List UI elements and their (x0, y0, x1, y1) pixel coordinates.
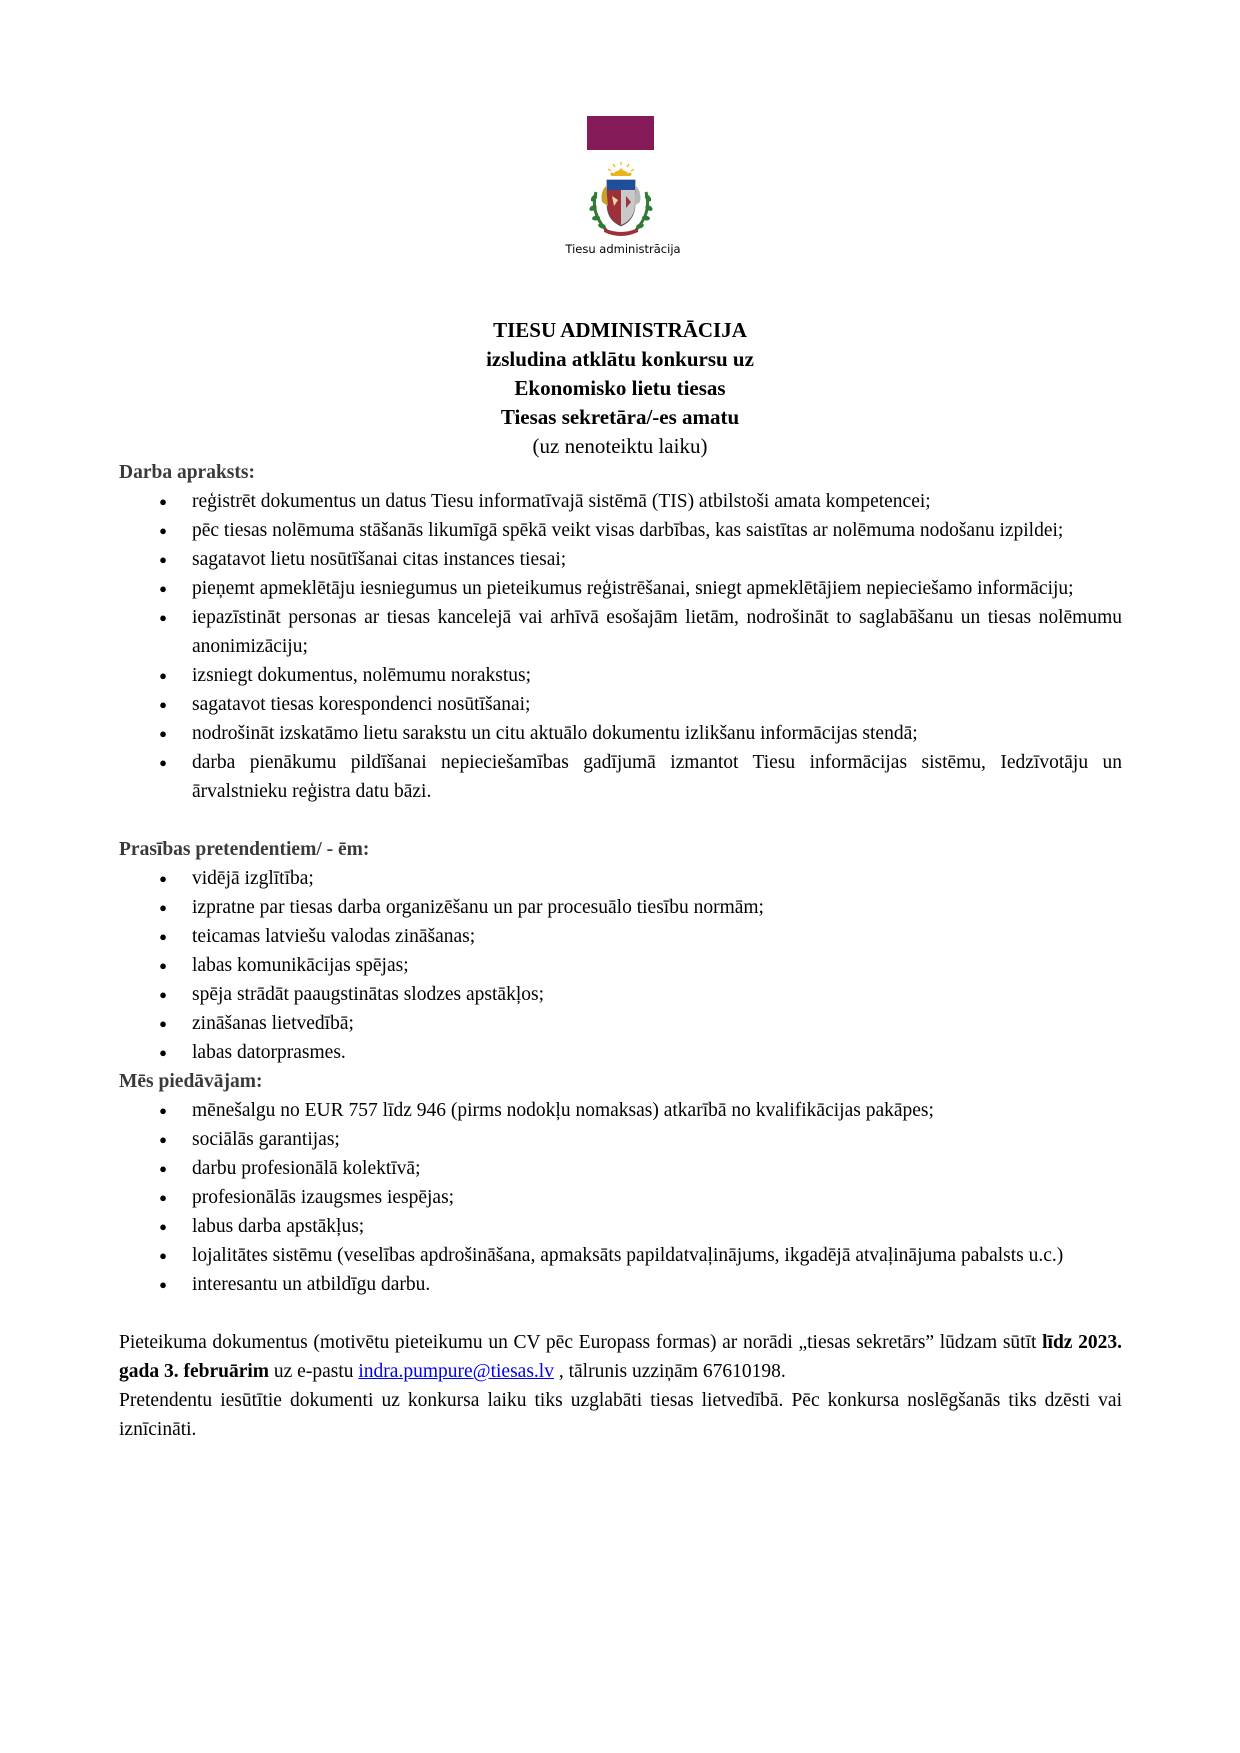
coat-of-arms-icon (582, 162, 660, 240)
email-link[interactable]: indra.pumpure@tiesas.lv (358, 1361, 554, 1382)
list-item: ● nodrošināt izskatāmo lietu sarakstu un citu aktuālo dokumentu izlikšanu informācijas stendā; (119, 719, 1122, 748)
list-item: ● profesionālās izaugsmes iespējas; (119, 1183, 1122, 1212)
list-item: ● mēnešalgu no EUR 757 līdz 946 (pirms nodokļu nomaksas) atkarībā no kvalifikācijas pakāpes; (119, 1096, 1122, 1125)
bullet-icon: ● (159, 1016, 167, 1031)
application-deadline: līdz 2023. gada 3. februārim (119, 1332, 1122, 1382)
list-item: ● izpratne par tiesas darba organizēšanu un par procesuālo tiesību normām; (119, 893, 1122, 922)
bullet-icon: ● (159, 1161, 167, 1176)
bullet-icon: ● (159, 697, 167, 712)
list-item: ● darbu profesionālā kolektīvā; (119, 1154, 1122, 1183)
list-item: ● reģistrēt dokumentus un datus Tiesu informatīvajā sistēmā (TIS) atbilstoši amata kompetencei; (119, 487, 1122, 516)
bullet-icon: ● (159, 1103, 167, 1118)
list-item: ● teicamas latviešu valodas zināšanas; (119, 922, 1122, 951)
title-line-term: (uz nenoteiktu laiku) (532, 434, 708, 458)
list-item: ● interesantu un atbildīgu darbu. (119, 1270, 1122, 1299)
brand-color-bar (587, 116, 654, 150)
list-item: ● labas datorprasmes. (119, 1038, 1122, 1067)
list-item: ● sociālās garantijas; (119, 1125, 1122, 1154)
document-retention-note: Pretendentu iesūtītie dokumenti uz konkursa laiku tiks uzglabāti tiesas lietvedībā. Pēc konkursa noslēgšanās tiks dzēsti vai iznīcināti. (119, 1390, 1122, 1440)
bullet-icon: ● (159, 726, 167, 741)
logo-caption: Tiesu administrācija (565, 242, 681, 256)
bullet-icon: ● (159, 552, 167, 567)
bullet-icon: ● (159, 610, 167, 625)
list-item: ● pēc tiesas nolēmuma stāšanās likumīgā spēkā veikt visas darbības, kas saistītas ar nolēmuma nodošanu izpildei; (119, 516, 1122, 545)
application-paragraph: Pieteikuma dokumentus (motivētu pieteikumu un CV pēc Europass formas) ar norādi „tiesas sekretārs” lūdzam sūtīt līdz 2023. gada 3. februārim uz e-pastu indra.pumpure@tiesas.lv , tālrunis uzziņām 67610198. (119, 1332, 1122, 1382)
requirements-list (119, 864, 1122, 1067)
list-item: ● pieņemt apmeklētāju iesniegumus un pieteikumus reģistrēšanai, sniegt apmeklētājiem nepieciešamo informāciju; (119, 574, 1122, 603)
title-line-court: Ekonomisko lietu tiesas (514, 376, 726, 400)
bullet-icon: ● (159, 581, 167, 596)
announcement-title (0, 316, 1240, 461)
list-item: ● izsniegt dokumentus, nolēmumu norakstus; (119, 661, 1122, 690)
list-item: ● lojalitātes sistēmu (veselības apdrošināšana, apmaksāts papildatvaļinājums, ikgadējā atvaļinājuma pabalsts u.c.) (119, 1241, 1122, 1270)
bullet-icon: ● (159, 958, 167, 973)
document-body (119, 458, 1122, 1444)
bullet-icon: ● (159, 1248, 167, 1263)
title-line-announces: izsludina atklātu konkursu uz (486, 347, 754, 371)
requirements-heading: Prasības pretendentiem/ - ēm: (119, 839, 370, 860)
bullet-icon: ● (159, 900, 167, 915)
duties-list (119, 487, 1122, 806)
list-item: ● sagatavot lietu nosūtīšanai citas instances tiesai; (119, 545, 1122, 574)
offer-heading: Mēs piedāvājam: (119, 1071, 263, 1092)
list-item: ● spēja strādāt paaugstinātas slodzes apstākļos; (119, 980, 1122, 1009)
list-item: ● labus darba apstākļus; (119, 1212, 1122, 1241)
bullet-icon: ● (159, 1045, 167, 1060)
bullet-icon: ● (159, 1132, 167, 1147)
bullet-icon: ● (159, 1277, 167, 1292)
list-item: ● iepazīstināt personas ar tiesas kancelejā vai arhīvā esošajām lietām, nodrošināt to saglabāšanu un tiesas nolēmumu anonimizāciju; (119, 603, 1122, 661)
bullet-icon: ● (159, 1219, 167, 1234)
bullet-icon: ● (159, 987, 167, 1002)
bullet-icon: ● (159, 1190, 167, 1205)
list-item: ● labas komunikācijas spējas; (119, 951, 1122, 980)
duties-heading: Darba apraksts: (119, 462, 255, 483)
bullet-icon: ● (159, 929, 167, 944)
bullet-icon: ● (159, 668, 167, 683)
title-line-organization: TIESU ADMINISTRĀCIJA (493, 318, 747, 342)
title-line-position: Tiesas sekretāra/-es amatu (500, 405, 740, 429)
offer-list (119, 1096, 1122, 1299)
list-item: ● zināšanas lietvedībā; (119, 1009, 1122, 1038)
list-item: ● vidējā izglītība; (119, 864, 1122, 893)
bullet-icon: ● (159, 494, 167, 509)
bullet-icon: ● (159, 523, 167, 538)
list-item: ● darba pienākumu pildīšanai nepieciešamības gadījumā izmantot Tiesu informācijas sistēmu, Iedzīvotāju un ārvalstnieku reģistra datu bāzi. (119, 748, 1122, 806)
bullet-icon: ● (159, 755, 167, 770)
list-item: ● sagatavot tiesas korespondenci nosūtīšanai; (119, 690, 1122, 719)
bullet-icon: ● (159, 871, 167, 886)
